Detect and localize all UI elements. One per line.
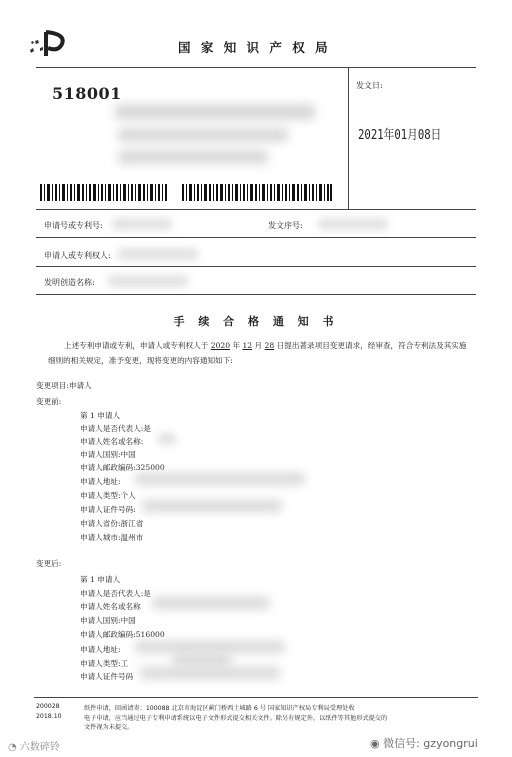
redacted-address	[118, 150, 268, 164]
redacted-app-no	[112, 218, 172, 230]
footer-code: 2018.10	[36, 713, 62, 720]
after-line: 申请人地址:	[80, 645, 121, 654]
before-line: 申请人城市:温州市	[80, 533, 144, 542]
redacted-address	[135, 473, 305, 485]
redacted-id	[142, 500, 282, 512]
issue-date-label: 发文日:	[356, 81, 383, 90]
app-no-label: 申请号或专利号:	[44, 221, 103, 230]
date-column-divider	[348, 67, 349, 209]
issue-date: 2021年01月08日	[358, 128, 442, 143]
after-line: 申请人类型:工	[80, 659, 129, 668]
office-name: 国 家 知 识 产 权 局	[178, 40, 331, 55]
postcode: 518001	[52, 84, 122, 103]
after-line: 申请人国别:中国	[80, 616, 136, 625]
before-line: 申请人类型:个人	[80, 491, 136, 500]
footer-rule	[34, 697, 478, 698]
after-line: 第 1 申请人	[80, 575, 121, 584]
before-line: 申请人地址:	[80, 477, 121, 486]
redacted-invention	[108, 275, 188, 287]
after-line: 申请人证件号码	[80, 672, 134, 681]
change-item: 变更项目:申请人	[36, 381, 92, 390]
doc-no-label: 发文序号:	[268, 221, 303, 230]
before-line: 申请人是否代表人:是	[80, 424, 151, 433]
request-day: 28	[264, 341, 275, 350]
before-line: 申请人国别:中国	[80, 450, 136, 459]
redacted-doc-no	[318, 218, 388, 230]
after-line: 申请人邮政编码:516000	[80, 630, 165, 639]
cnipa-logo	[28, 28, 70, 58]
header-rule-lower	[36, 209, 476, 210]
before-line: 申请人邮政编码:325000	[80, 463, 165, 472]
after-label: 变更后:	[36, 559, 62, 568]
footer-line: 纸件申请，回函请寄：100088 北京市海淀区蓟门桥西土城路 6 号 国家知识产权局专利局受理处收	[84, 705, 355, 712]
redacted-address	[115, 104, 315, 120]
before-line: 第 1 申请人	[80, 411, 121, 420]
after-line: 申请人姓名或名称	[80, 602, 141, 611]
applicant-label: 申请人或专利权人:	[44, 251, 111, 260]
watermark-left: ◔ 六数碎铃	[8, 742, 60, 753]
watermark-right: ◉ 微信号: gzyongrui	[370, 737, 478, 750]
notice-title: 手 续 合 格 通 知 书	[173, 315, 339, 328]
watermark-icon: ◔	[8, 742, 17, 753]
before-line: 申请人姓名或名称:	[80, 437, 144, 446]
barcode-right	[182, 184, 332, 201]
footer-line: 电子申请，应当通过电子专利申请系统以电子文件形式提交相关文件。除另有规定外，以纸件等其他形式提交的	[84, 715, 388, 722]
barcode-left	[40, 184, 167, 201]
notice-paragraph: 上述专利申请或专利，申请人或专利权人于 2020 年 12 月 28 日提出著录项目变更请求，经审查，符合专利法及其实施细则的相关规定，准予变更，现将变更的内容通知如下:	[48, 341, 467, 365]
redacted-address	[135, 641, 285, 653]
redacted-id	[140, 667, 280, 679]
redacted-address	[118, 128, 288, 142]
field-rule	[36, 237, 476, 238]
redacted-applicant	[118, 248, 198, 260]
invention-label: 发明创造名称:	[44, 278, 95, 287]
footer-line: 文件视为未提交。	[84, 724, 134, 731]
after-line: 申请人是否代表人:是	[80, 589, 151, 598]
request-year: 2020	[210, 341, 231, 350]
request-month: 12	[242, 341, 253, 350]
before-line: 申请人证件号码:	[80, 505, 136, 514]
header-rule	[36, 67, 476, 68]
before-label: 变更前:	[36, 397, 62, 406]
field-rule	[36, 266, 476, 267]
redacted-name	[158, 433, 176, 445]
field-rule	[36, 294, 476, 295]
redacted-name	[152, 597, 270, 609]
footer-code: 200028	[36, 703, 60, 710]
redacted-type	[172, 654, 232, 666]
wechat-icon: ◉	[370, 737, 380, 750]
before-line: 申请人省份:浙江省	[80, 519, 144, 528]
